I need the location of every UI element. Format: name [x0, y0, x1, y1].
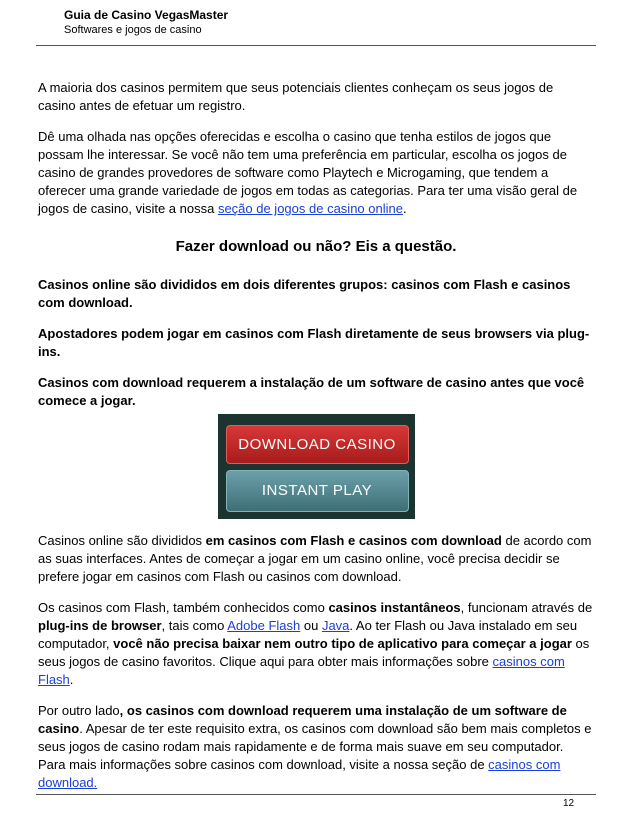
flash-casinos-paragraph: Os casinos com Flash, também conhecidos como casinos instantâneos, funcionam através de plug-ins de browser, tais como Adobe Flash ou Java. Ao ter Flash ou Java instalado em seu computador, você não precisa baixar nem outro tipo de aplicativo para começar a jogar os seus jogos de casino favoritos. Clique aqui para obter mais informações sobre casinos com Flash.: [38, 600, 593, 687]
interfaces-paragraph: Casinos online são divididos em casinos com Flash e casinos com download de acordo com as suas interfaces. Antes de começar a jogar em um casino online, você precisa decidir se prefere jogar em casinos com Flash ou casinos com download.: [38, 533, 592, 584]
download-casinos-link[interactable]: casinos com download.: [38, 757, 561, 790]
header-divider: [36, 45, 596, 46]
header-title: Guia de Casino VegasMaster: [64, 8, 229, 22]
casino-games-link[interactable]: seção de jogos de casino online: [217, 201, 403, 216]
casino-buttons-image-wrap: [38, 414, 594, 519]
java-link[interactable]: Java: [321, 618, 350, 633]
casino-buttons-image: [218, 414, 415, 519]
page-header: [64, 8, 228, 37]
instant-play-graphic: INSTANT PLAY: [226, 470, 409, 512]
download-casino-graphic: DOWNLOAD CASINO: [226, 425, 409, 464]
adobe-flash-link[interactable]: Adobe Flash: [227, 618, 301, 633]
footer-divider: [36, 794, 596, 795]
page-number: 12: [563, 798, 575, 809]
bold-paragraph-flash: Apostadores podem jogar em casinos com Flash diretamente de seus browsers via plug-ins.: [38, 326, 590, 359]
section-heading: Fazer download ou não? Eis a questão.: [175, 238, 457, 255]
overview-paragraph: Dê uma olhada nas opções oferecidas e escolha o casino que tenha estilos de jogos que possam lhe interessar. Se você não tem uma preferência em particular, escolha os jogos de casino de grandes provedores de software como Playtech e Microgaming, que tendem a oferecer uma grande variedade de jogos em todas as categorias. Para ter uma visão geral de jogos de casino, visite a nossa seção de jogos de casino online.: [38, 129, 578, 216]
document-body: [38, 79, 594, 805]
bold-paragraph-download: Casinos com download requerem a instalação de um software de casino antes que você comece a jogar.: [38, 375, 585, 408]
intro-paragraph: A maioria dos casinos permitem que seus potenciais clientes conheçam os seus jogos de casino antes de efetuar um registro.: [38, 80, 554, 113]
header-subtitle: Softwares e jogos de casino: [64, 24, 202, 36]
download-casinos-paragraph: Por outro lado, os casinos com download requerem uma instalação de um software de casino. Apesar de ter este requisito extra, os casinos com download são bem mais completos e seus jogos de casino rodam mais rapidamente e de forma mais suave em seu computador. Para mais informações sobre casinos com download, visite a nossa seção de casinos com download.: [38, 703, 592, 790]
bold-paragraph-groups: Casinos online são divididos em dois diferentes grupos: casinos com Flash e casinos com download.: [38, 277, 571, 310]
flash-casinos-link[interactable]: casinos com Flash: [38, 654, 565, 687]
